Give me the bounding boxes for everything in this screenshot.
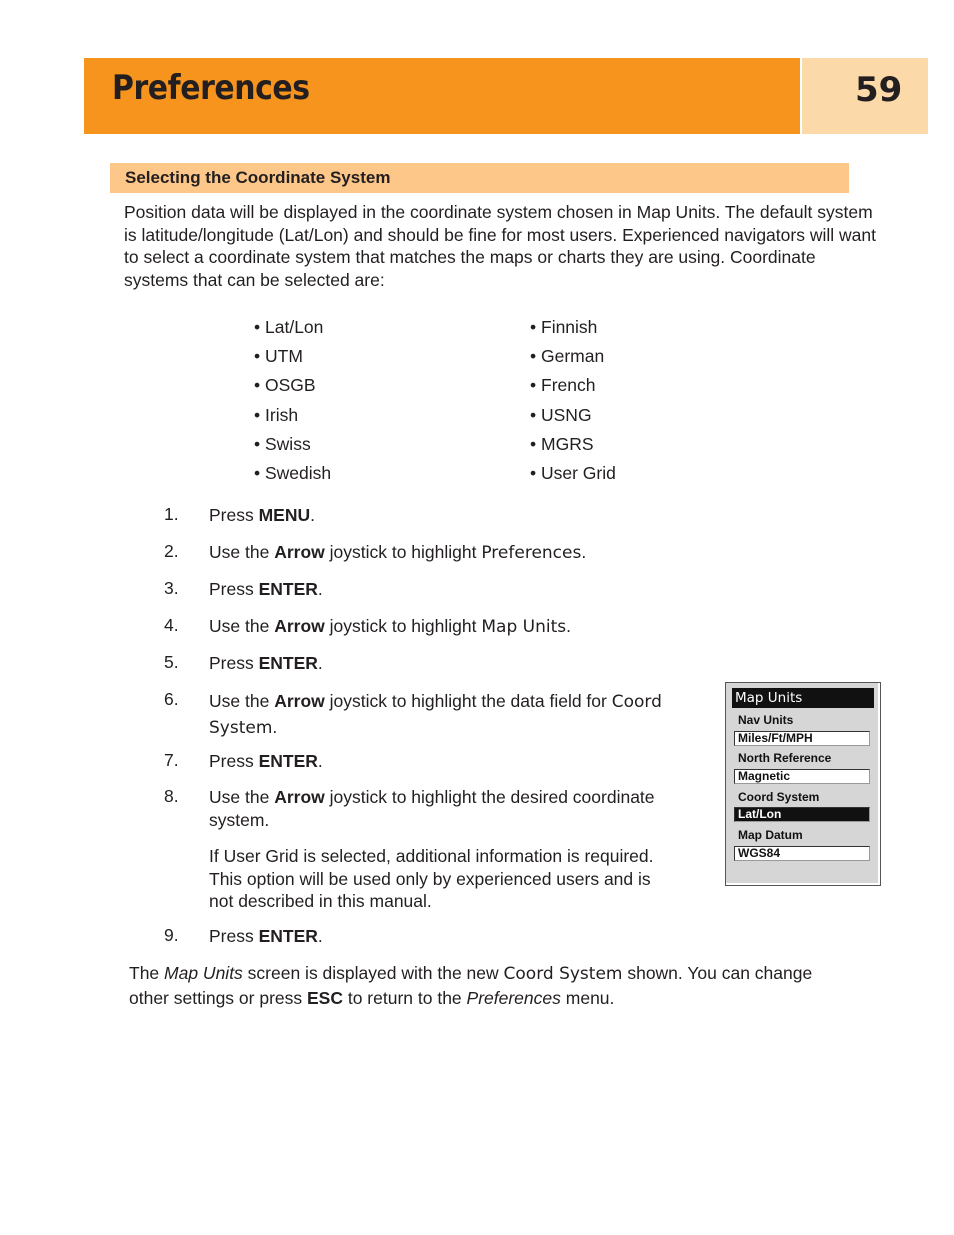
step-9: Press ENTER. xyxy=(209,926,323,946)
step-4: Use the Arrow joystick to highlight Map Units. xyxy=(209,616,571,637)
north-reference-field: Magnetic xyxy=(734,769,870,784)
step-number: 5. xyxy=(164,652,179,672)
chapter-header-bar xyxy=(84,58,800,134)
step-2: Use the Arrow joystick to highlight Preferences. xyxy=(209,542,587,563)
step-number: 1. xyxy=(164,504,179,524)
step-number: 8. xyxy=(164,786,179,806)
list-item: • Finnish xyxy=(530,317,597,338)
list-item: • MGRS xyxy=(530,434,594,455)
field-label: Map Datum xyxy=(738,828,803,842)
screen-title: Map Units xyxy=(732,688,874,708)
step-1: Press MENU. xyxy=(209,505,316,525)
field-label: North Reference xyxy=(738,751,832,765)
list-item: • Swedish xyxy=(254,463,331,484)
list-item: • User Grid xyxy=(530,463,616,484)
step-number: 6. xyxy=(164,689,179,709)
step-number: 2. xyxy=(164,541,179,561)
map-units-screen xyxy=(725,682,881,886)
field-label: Nav Units xyxy=(738,713,794,727)
list-item: • USNG xyxy=(530,405,592,426)
chapter-title: Preferences xyxy=(112,68,310,108)
closing-paragraph: The Map Units screen is displayed with the new Coord System shown. You can change other settings or press ESC to return to the Preferences menu. xyxy=(129,963,813,1008)
list-item: • UTM xyxy=(254,346,303,367)
step-number: 9. xyxy=(164,925,179,945)
step-number: 7. xyxy=(164,750,179,770)
step-8-note: If User Grid is selected, additional information is required. This option will be used only by experienced users and is not described in this manual. xyxy=(209,846,654,911)
section-heading: Selecting the Coordinate System xyxy=(125,168,391,187)
section-heading-bar xyxy=(110,163,849,193)
step-5: Press ENTER. xyxy=(209,653,323,673)
list-item: • Swiss xyxy=(254,434,311,455)
step-8: Use the Arrow joystick to highlight the desired coordinate system. xyxy=(209,787,655,830)
step-7: Press ENTER. xyxy=(209,751,323,771)
list-item: • Irish xyxy=(254,405,298,426)
nav-units-field: Miles/Ft/MPH xyxy=(734,731,870,746)
coord-system-field: Lat/Lon xyxy=(734,807,870,822)
list-item: • OSGB xyxy=(254,375,316,396)
intro-paragraph: Position data will be displayed in the coordinate system chosen in Map Units. The default system is latitude/longitude (Lat/Lon) and should be fine for most users. Experienced navigators will want to select a coordinate system that matches the maps or charts they are using. Coordinate systems that can be selected are: xyxy=(124,202,876,290)
list-item: • Lat/Lon xyxy=(254,317,323,338)
list-item: • German xyxy=(530,346,604,367)
page-number-box xyxy=(802,58,928,134)
page-number: 59 xyxy=(855,70,903,110)
field-label: Coord System xyxy=(738,790,820,804)
step-number: 4. xyxy=(164,615,179,635)
step-number: 3. xyxy=(164,578,179,598)
step-6: Use the Arrow joystick to highlight the data field for Coord System. xyxy=(209,691,662,738)
step-3: Press ENTER. xyxy=(209,579,323,599)
map-datum-field: WGS84 xyxy=(734,846,870,861)
list-item: • French xyxy=(530,375,595,396)
